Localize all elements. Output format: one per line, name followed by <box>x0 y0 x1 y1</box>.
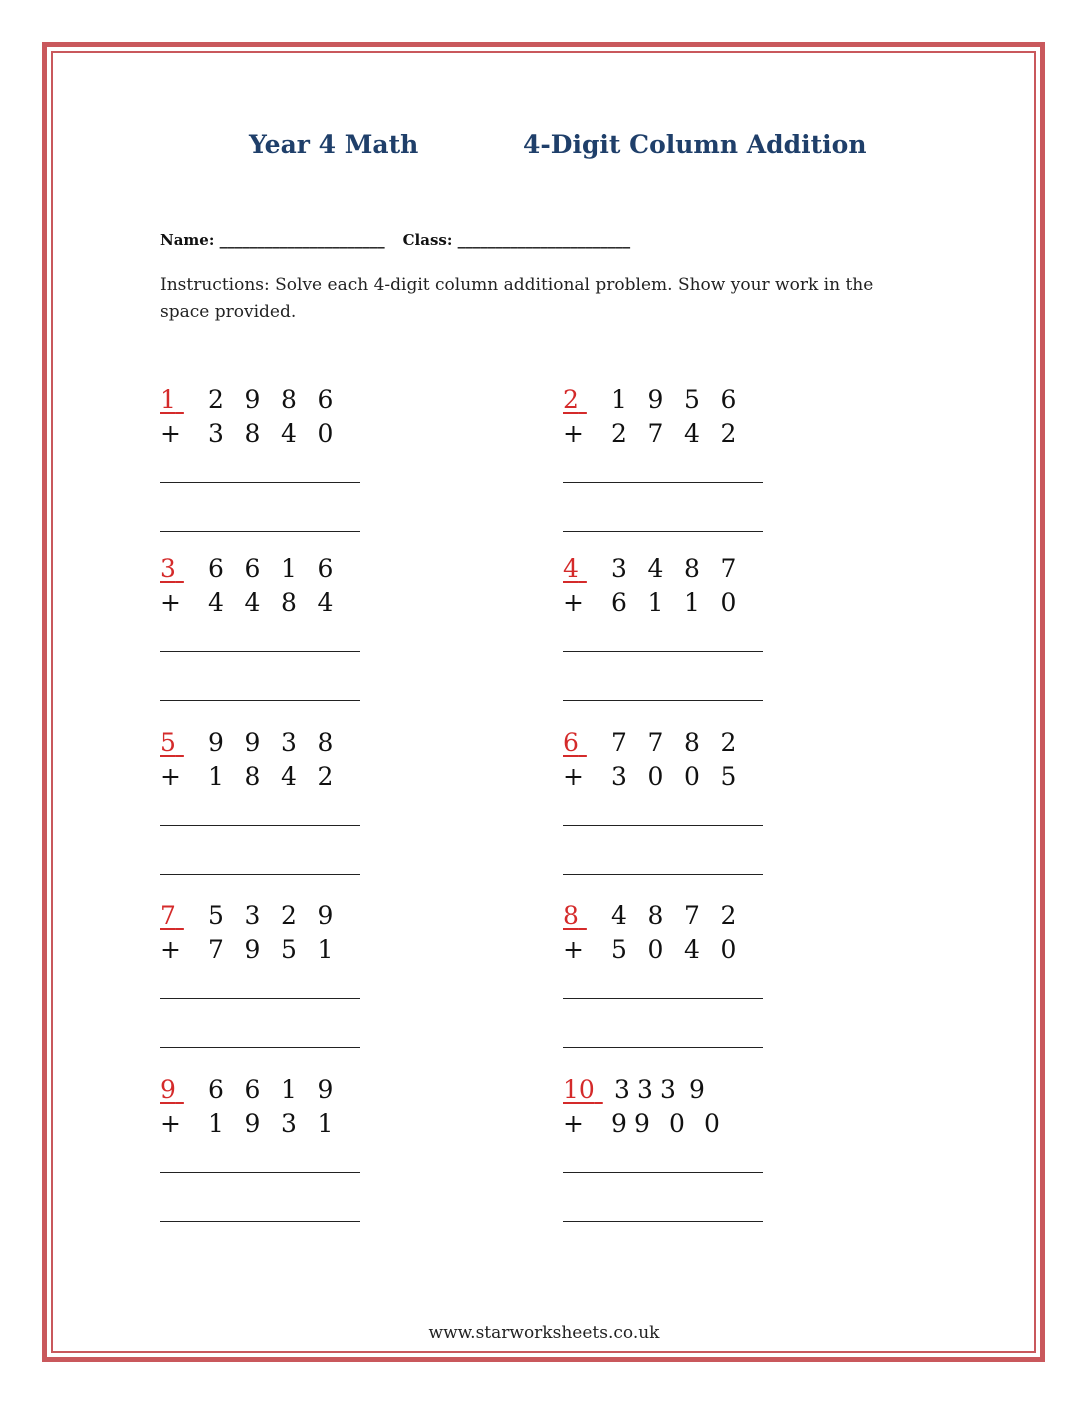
top-addend: 1 9 5 6 <box>611 385 737 414</box>
answer-line[interactable] <box>160 1221 360 1222</box>
top-addend: 2 9 8 6 <box>208 385 334 414</box>
plus-sign: + <box>563 1109 584 1138</box>
answer-line[interactable] <box>160 874 360 875</box>
bottom-addend: 1 9 3 1 <box>208 1109 334 1138</box>
top-addend: 9 9 3 8 <box>208 728 334 757</box>
problem-7 <box>160 899 370 967</box>
problem-top-row <box>160 1073 370 1107</box>
problem-number: 1 <box>160 385 176 414</box>
problem-bottom-row <box>563 417 773 451</box>
answer-line[interactable] <box>563 1221 763 1222</box>
problem-5 <box>160 726 370 794</box>
answer-line[interactable] <box>160 700 360 701</box>
answer-line[interactable] <box>563 1047 763 1048</box>
class-field[interactable]: Class: _______________________ <box>402 231 631 249</box>
worksheet-grade-title: Year 4 Math <box>249 130 419 159</box>
bottom-addend: 9 9 0 0 <box>611 1109 720 1138</box>
working-line[interactable] <box>160 998 360 999</box>
website-footer[interactable]: www.starworksheets.co.uk <box>428 1323 660 1343</box>
worksheet-topic-title: 4-Digit Column Addition <box>523 130 867 159</box>
problem-bottom-row <box>563 586 773 620</box>
plus-sign: + <box>160 588 181 617</box>
problem-6 <box>563 726 773 794</box>
working-line[interactable] <box>160 825 360 826</box>
plus-sign: + <box>563 588 584 617</box>
problem-top-row <box>563 726 773 760</box>
problem-number: 8 <box>563 901 579 930</box>
problem-top-row <box>563 1073 773 1107</box>
problem-top-row <box>160 726 370 760</box>
student-fields <box>160 231 630 249</box>
working-line[interactable] <box>563 825 763 826</box>
bottom-addend: 1 8 4 2 <box>208 762 334 791</box>
problem-top-row <box>563 552 773 586</box>
bottom-addend: 2 7 4 2 <box>611 419 737 448</box>
problem-number: 5 <box>160 728 176 757</box>
plus-sign: + <box>160 762 181 791</box>
answer-line[interactable] <box>563 700 763 701</box>
problem-bottom-row <box>563 760 773 794</box>
problem-number: 3 <box>160 554 176 583</box>
problem-top-row <box>160 552 370 586</box>
top-addend: 6 6 1 9 <box>208 1075 334 1104</box>
working-line[interactable] <box>160 1172 360 1173</box>
working-line[interactable] <box>160 651 360 652</box>
working-line[interactable] <box>563 482 763 483</box>
problem-number: 10 <box>563 1075 595 1104</box>
problem-bottom-row <box>160 760 370 794</box>
plus-sign: + <box>160 419 181 448</box>
plus-sign: + <box>563 419 584 448</box>
bottom-addend: 3 0 0 5 <box>611 762 737 791</box>
bottom-addend: 7 9 5 1 <box>208 935 334 964</box>
problem-number: 4 <box>563 554 579 583</box>
bottom-addend: 3 8 4 0 <box>208 419 334 448</box>
instructions-text: Instructions: Solve each 4-digit column additional problem. Show your work in the space provided. <box>160 275 874 322</box>
problem-number: 2 <box>563 385 579 414</box>
plus-sign: + <box>563 935 584 964</box>
bottom-addend: 6 1 1 0 <box>611 588 737 617</box>
bottom-addend: 5 0 4 0 <box>611 935 737 964</box>
problem-8 <box>563 899 773 967</box>
problem-10 <box>563 1073 773 1141</box>
working-line[interactable] <box>563 1172 763 1173</box>
working-line[interactable] <box>160 482 360 483</box>
problem-top-row <box>160 383 370 417</box>
problem-bottom-row <box>563 933 773 967</box>
answer-line[interactable] <box>563 874 763 875</box>
top-addend: 3 3 3 9 <box>614 1075 705 1104</box>
problem-1 <box>160 383 370 451</box>
problem-top-row <box>563 383 773 417</box>
name-field[interactable]: Name: ______________________ <box>160 231 385 249</box>
problem-2 <box>563 383 773 451</box>
problem-bottom-row <box>160 586 370 620</box>
answer-line[interactable] <box>160 1047 360 1048</box>
problem-number: 6 <box>563 728 579 757</box>
top-addend: 7 7 8 2 <box>611 728 737 757</box>
plus-sign: + <box>160 935 181 964</box>
top-addend: 6 6 1 6 <box>208 554 334 583</box>
working-line[interactable] <box>563 998 763 999</box>
problem-top-row <box>160 899 370 933</box>
top-addend: 3 4 8 7 <box>611 554 737 583</box>
problem-bottom-row <box>160 417 370 451</box>
problem-bottom-row <box>160 1107 370 1141</box>
problem-number: 9 <box>160 1075 176 1104</box>
bottom-addend: 4 4 8 4 <box>208 588 334 617</box>
top-addend: 4 8 7 2 <box>611 901 737 930</box>
answer-line[interactable] <box>160 531 360 532</box>
problem-number: 7 <box>160 901 176 930</box>
problem-top-row <box>563 899 773 933</box>
answer-line[interactable] <box>563 531 763 532</box>
plus-sign: + <box>563 762 584 791</box>
problem-3 <box>160 552 370 620</box>
problem-4 <box>563 552 773 620</box>
top-addend: 5 3 2 9 <box>208 901 334 930</box>
problem-bottom-row <box>160 933 370 967</box>
working-line[interactable] <box>563 651 763 652</box>
problem-bottom-row <box>563 1107 773 1141</box>
plus-sign: + <box>160 1109 181 1138</box>
problem-9 <box>160 1073 370 1141</box>
